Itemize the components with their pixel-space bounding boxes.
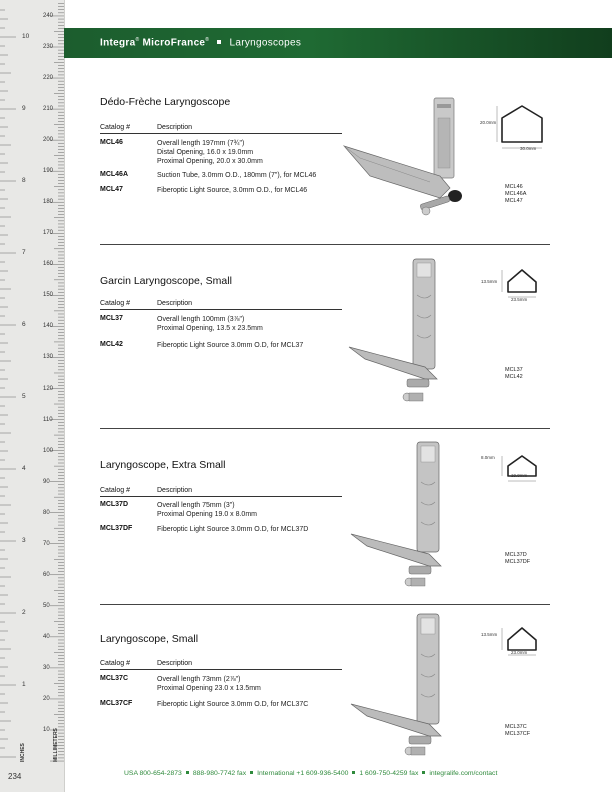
- catalog-number: MCL37: [100, 315, 123, 322]
- footer-phone-intl: International +1 609-936-5400: [257, 770, 349, 777]
- footer-separator: [352, 771, 355, 774]
- ruler-mm-label: 50: [43, 602, 50, 609]
- ruler-inch-label: 1: [22, 681, 26, 688]
- ruler-mm-label: 30: [43, 664, 50, 671]
- dimension-height: 20.0mm: [480, 120, 497, 125]
- model-code: MCL42: [505, 374, 523, 380]
- col-header-description: Description: [157, 124, 193, 131]
- footer-separator: [250, 771, 253, 774]
- table-header-rule: [100, 133, 342, 134]
- ruler-inch-label: 2: [22, 609, 26, 616]
- extra-small-laryngoscope-image: [345, 438, 445, 590]
- ruler-mm-label: 180: [43, 199, 54, 206]
- dimension-height: 13.5mm: [481, 279, 498, 284]
- ruler-mm-label: 210: [43, 106, 54, 113]
- catalog-number: MCL37C: [100, 675, 129, 682]
- table-header-rule: [100, 669, 342, 670]
- brand-integra: Integra: [100, 37, 136, 49]
- section-divider: [100, 428, 550, 429]
- ruler-mm-label: 20: [43, 695, 50, 702]
- catalog-number: MCL37DF: [100, 525, 133, 532]
- model-code: MCL46: [505, 184, 523, 190]
- ruler-mm-label: 160: [43, 261, 54, 268]
- ruler-mm-label: 200: [43, 137, 54, 144]
- model-code: MCL47: [505, 198, 523, 204]
- ruler-inch-label: 5: [22, 393, 26, 400]
- description-line: Fiberoptic Light Source 3.0mm O.D, for MCL37: [157, 342, 304, 349]
- ruler-mm-label: 80: [43, 509, 50, 516]
- page-number: 234: [8, 772, 22, 781]
- dimension-width: 23.5mm: [511, 297, 528, 302]
- footer-separator: [422, 771, 425, 774]
- dimension-height: 13.5mm: [481, 632, 498, 637]
- garcin-laryngoscope-image: [345, 255, 445, 410]
- col-header-catalog: Catalog #: [100, 300, 130, 307]
- header-title: [100, 37, 301, 48]
- page-header-bar: [64, 28, 612, 58]
- measurement-ruler: [0, 0, 65, 792]
- catalog-number: MCL46: [100, 139, 123, 146]
- dedo-freche-laryngoscope-image: [340, 96, 480, 231]
- ruler-mm-label: 90: [43, 478, 50, 485]
- small-laryngoscope-image: [345, 610, 445, 760]
- description-line: Distal Opening, 16.0 x 19.0mm: [157, 149, 254, 156]
- model-code: MCL37DF: [505, 559, 531, 565]
- ruler-mm-label: 240: [43, 12, 54, 19]
- brand-microfrance-reg: ®: [205, 37, 210, 43]
- header-separator: [217, 40, 221, 44]
- description-line: Proximal Opening 19.0 x 8.0mm: [157, 511, 257, 518]
- model-list: [505, 724, 530, 738]
- ruler-mm-label: 10: [43, 727, 50, 733]
- ruler-unit-inches: INCHES: [20, 743, 26, 762]
- dimension-width: 30.0mm: [520, 146, 537, 151]
- col-header-description: Description: [157, 300, 193, 307]
- footer-phone-usa: USA 800-654-2873: [124, 770, 182, 777]
- section-title-extra-small: Laryngoscope, Extra Small: [100, 459, 226, 471]
- footer-website-link[interactable]: integralife.com/contact: [429, 770, 498, 777]
- col-header-description: Description: [157, 660, 193, 667]
- model-code: MCL37D: [505, 552, 527, 558]
- section-title-dedo-freche: Dédo-Frèche Laryngoscope: [100, 96, 231, 108]
- model-list: [505, 184, 526, 205]
- ruler-inch-label: 3: [22, 537, 26, 544]
- description-line: Fiberoptic Light Source, 3.0mm O.D., for MCL46: [157, 187, 308, 194]
- ruler-inch-label: 7: [22, 249, 26, 256]
- dimension-height: 8.0mm: [481, 455, 495, 460]
- ruler-mm-label: 60: [43, 571, 50, 578]
- proximal-opening-diagram: [480, 448, 560, 488]
- ruler-inch-label: 6: [22, 321, 26, 328]
- description-line: Proximal Opening 23.0 x 13.5mm: [157, 685, 261, 692]
- ruler-mm-label: 230: [43, 44, 54, 50]
- ruler-mm-label: 130: [43, 354, 54, 361]
- description-line: Overall length 73mm (2⅞"): [157, 676, 241, 683]
- model-code: MCL37CF: [505, 731, 531, 737]
- description-line: Overall length 75mm (3"): [157, 502, 235, 509]
- catalog-number: MCL47: [100, 186, 123, 193]
- ruler-mm-label: 100: [43, 447, 54, 454]
- ruler-mm-label: 40: [43, 633, 50, 640]
- description-line: Overall length 197mm (7¾"): [157, 140, 245, 147]
- col-header-catalog: Catalog #: [100, 487, 130, 494]
- ruler-inch-label: 10: [22, 33, 30, 40]
- proximal-opening-diagram: [480, 620, 560, 662]
- footer-separator: [186, 771, 189, 774]
- ruler-mm-label: 170: [43, 230, 54, 237]
- ruler-mm-label: 220: [43, 75, 54, 82]
- brand-microfrance: MicroFrance: [142, 37, 206, 49]
- table-header-rule: [100, 496, 342, 497]
- section-title-small: Laryngoscope, Small: [100, 633, 199, 645]
- ruler-inch-label: 9: [22, 105, 26, 112]
- ruler-inch-label: 8: [22, 177, 26, 184]
- ruler-mm-label: 120: [43, 385, 54, 392]
- ruler-mm-label: 140: [43, 323, 54, 330]
- dimension-width: 23.0mm: [511, 650, 528, 655]
- table-header-rule: [100, 309, 342, 310]
- description-line: Proximal Opening, 13.5 x 23.5mm: [157, 325, 263, 332]
- ruler-mm-label: 190: [43, 168, 54, 175]
- description-line: Fiberoptic Light Source 3.0mm O.D, for MCL37C: [157, 701, 309, 708]
- col-header-catalog: Catalog #: [100, 124, 130, 131]
- ruler-mm-label: 70: [43, 540, 50, 547]
- footer-fax-intl: 1 609-750-4259 fax: [359, 770, 419, 777]
- section-divider: [100, 244, 550, 245]
- catalog-number: MCL42: [100, 341, 123, 348]
- description-line: Overall length 100mm (3⅞"): [157, 316, 245, 323]
- col-header-description: Description: [157, 487, 193, 494]
- section-title-garcin: Garcin Laryngoscope, Small: [100, 275, 232, 287]
- col-header-catalog: Catalog #: [100, 660, 130, 667]
- model-list: [505, 367, 523, 381]
- ruler-unit-mm: MILLIMETERS: [53, 728, 59, 762]
- model-code: MCL37: [505, 367, 523, 373]
- ruler-inch-label: 4: [22, 465, 26, 472]
- model-list: [505, 552, 530, 566]
- catalog-number: MCL37D: [100, 501, 129, 508]
- description-line: Proximal Opening, 20.0 x 30.0mm: [157, 158, 263, 165]
- model-code: MCL46A: [505, 191, 527, 197]
- footer-fax-usa: 888-980-7742 fax: [192, 770, 247, 777]
- description-line: Fiberoptic Light Source 3.0mm O.D, for MCL37D: [157, 526, 309, 533]
- ruler-mm-label: 150: [43, 292, 54, 299]
- catalog-number: MCL46A: [100, 171, 129, 178]
- ruler-mm-label: 110: [43, 416, 53, 423]
- contact-footer: [124, 770, 497, 777]
- model-code: MCL37C: [505, 724, 527, 730]
- section-divider: [100, 604, 550, 605]
- header-section-name: Laryngoscopes: [229, 37, 302, 49]
- dimension-width: 19.0mm: [511, 473, 528, 478]
- brand-integra-reg: ®: [135, 37, 140, 43]
- catalog-number: MCL37CF: [100, 700, 133, 707]
- ruler-ticks: [0, 0, 64, 792]
- description-line: Suction Tube, 3.0mm O.D., 180mm (7"), for MCL46: [157, 172, 317, 179]
